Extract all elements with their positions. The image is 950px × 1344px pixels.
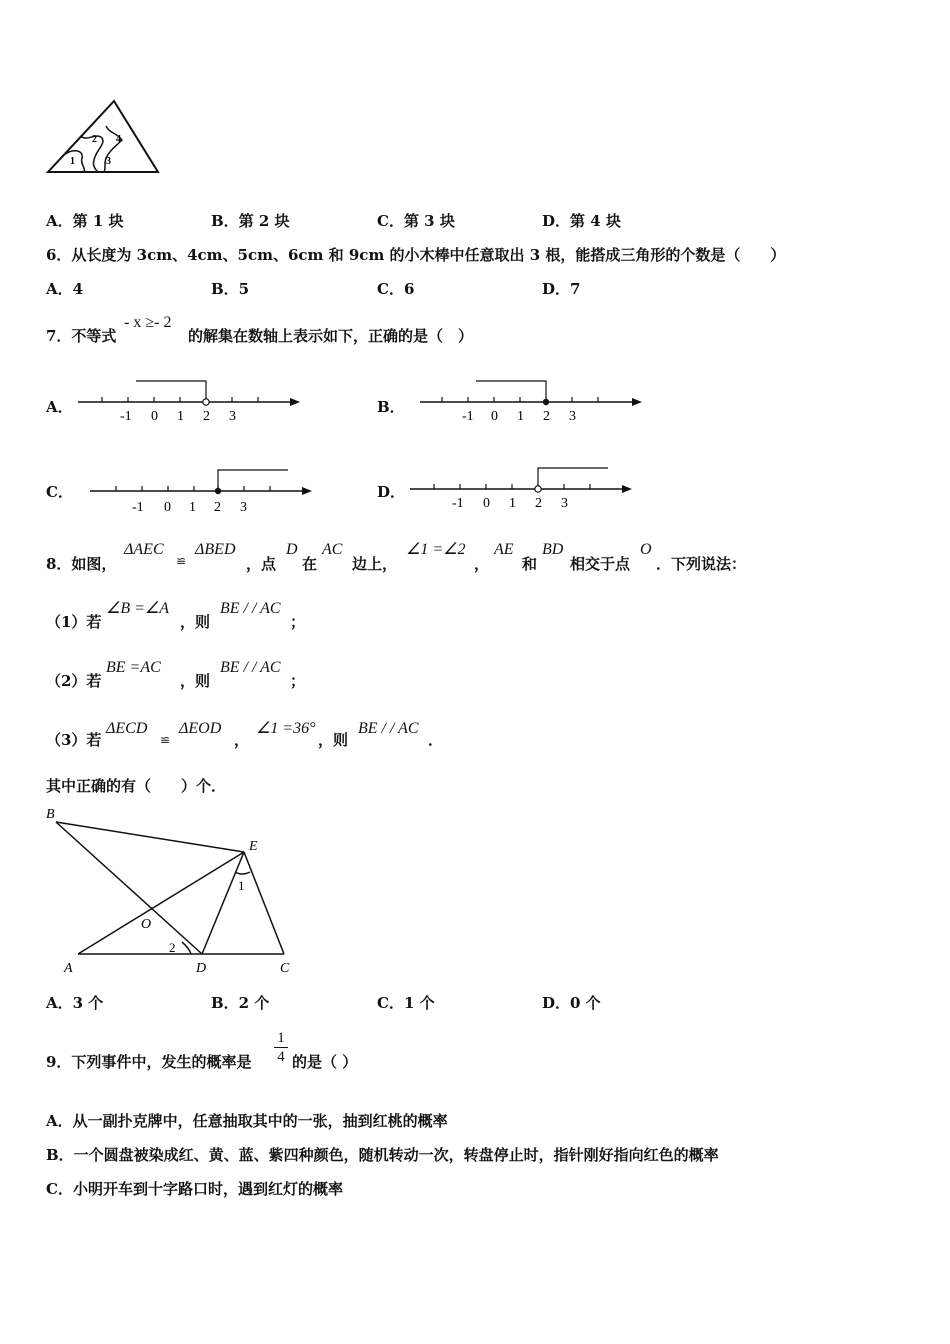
q9-fraction-bar [274, 1047, 288, 1048]
q9-fraction [274, 1030, 288, 1065]
q6-option-c[interactable]: C．6 [377, 280, 415, 298]
q5-option-b[interactable]: B．第 2 块 [211, 212, 290, 230]
tick-a-2: 2 [203, 409, 210, 424]
q8-option-b[interactable]: B．2 个 [211, 994, 270, 1012]
q8-option-d[interactable]: D．0 个 [542, 994, 601, 1012]
fig8-label-one: 1 [238, 878, 245, 893]
fig8-label-b: B [46, 807, 55, 822]
fig8-label-two: 2 [169, 940, 176, 955]
q8-math-angles: ∠1 =∠2 [406, 541, 466, 558]
q9-suffix: 的是（ ） [292, 1053, 358, 1071]
tick-d-1: 1 [509, 496, 516, 511]
tick-c-neg1: -1 [132, 500, 144, 515]
q8-option-c[interactable]: C．1 个 [377, 994, 435, 1012]
tick-c-3: 3 [240, 500, 247, 515]
q7-numberline-d[interactable] [410, 463, 635, 513]
q8-cong-symbol: ≌ [176, 554, 187, 568]
q8-math-ae: AE [494, 541, 514, 558]
q8-s3-math-ecd: ΔECD [106, 720, 148, 737]
q8-s2-end: ； [290, 672, 306, 690]
q8-s3-sep: ， [234, 731, 250, 749]
q6-option-a[interactable]: A．4 [46, 280, 84, 298]
tick-a-0: 0 [151, 409, 158, 424]
q8-s3-result: BE / / AC [358, 720, 419, 737]
q8-geometry-figure [44, 804, 304, 980]
q8-s1-mid: ，则 [180, 613, 211, 631]
q8-s1-result: BE / / AC [220, 600, 281, 617]
q8-math-ac: AC [322, 541, 343, 558]
tick-c-2: 2 [214, 500, 221, 515]
q7-numberline-c[interactable] [90, 465, 315, 515]
q8-stem-part1: 8．如图， [46, 555, 117, 573]
q8-s3-math-eod: ΔEOD [179, 720, 222, 737]
q8-s3-mid: ，则 [318, 731, 349, 749]
tick-b-3: 3 [569, 409, 576, 424]
q8-math-bed: ΔBED [195, 541, 236, 558]
q8-s2-prefix: （2）若 [46, 672, 102, 690]
q8-stem-part3: 在 [302, 555, 318, 573]
q8-s2-mid: ，则 [180, 672, 211, 690]
tick-d-neg1: -1 [452, 496, 464, 511]
tick-b-1: 1 [517, 409, 524, 424]
fig5-label-1: 1 [70, 156, 75, 167]
q6-stem: 6．从长度为 3cm、4cm、5cm、6cm 和 9cm 的小木棒中任意取出 3 根，能搭成三角形的个数是（ ） [46, 246, 786, 264]
q7-numberline-b[interactable] [420, 376, 645, 426]
q8-s3-prefix: （3）若 [46, 731, 102, 749]
fig8-label-e: E [249, 839, 258, 854]
q5-option-c[interactable]: C．第 3 块 [377, 212, 455, 230]
q7-inequality: - x ≥- 2 [124, 314, 172, 331]
q8-math-o: O [640, 541, 652, 558]
tick-b-neg1: -1 [462, 409, 474, 424]
q8-math-d: D [286, 541, 298, 558]
q8-stem-part2: ，点 [246, 555, 277, 573]
q6-option-b[interactable]: B．5 [211, 280, 250, 298]
q8-stem-part6: 和 [522, 555, 538, 573]
tick-d-3: 3 [561, 496, 568, 511]
q5-option-a[interactable]: A．第 1 块 [46, 212, 124, 230]
q9-option-c[interactable]: C．小明开车到十字路口时，遇到红灯的概率 [46, 1180, 343, 1198]
tick-a-neg1: -1 [120, 409, 132, 424]
q9-fraction-numerator: 1 [277, 1030, 285, 1046]
q7-option-c-letter[interactable]: C． [46, 483, 73, 501]
fig8-label-o: O [141, 917, 152, 932]
tick-b-0: 0 [491, 409, 498, 424]
q8-s1-end: ； [290, 613, 306, 631]
q8-math-bd: BD [542, 541, 564, 558]
q7-option-a-letter[interactable]: A． [46, 398, 73, 416]
q9-option-b[interactable]: B．一个圆盘被染成红、黄、蓝、紫四种颜色，随机转动一次，转盘停止时，指针刚好指向红色的概率 [46, 1146, 719, 1164]
q8-stem-part5: ， [474, 555, 490, 573]
tick-a-1: 1 [177, 409, 184, 424]
fig5-label-4: 4 [116, 134, 121, 145]
q5-triangle-figure [44, 98, 164, 180]
tick-c-0: 0 [164, 500, 171, 515]
tick-a-3: 3 [229, 409, 236, 424]
q9-prefix: 9．下列事件中，发生的概率是 [46, 1053, 252, 1071]
fig8-label-a: A [64, 961, 73, 976]
q6-option-d[interactable]: D．7 [542, 280, 581, 298]
tick-d-0: 0 [483, 496, 490, 511]
q8-closing: 其中正确的有（ ）个． [46, 777, 227, 795]
q5-option-d[interactable]: D．第 4 块 [542, 212, 621, 230]
q8-s2-result: BE / / AC [220, 659, 281, 676]
q9-fraction-denominator: 4 [277, 1049, 285, 1065]
q8-s3-end: ． [428, 731, 444, 749]
q8-stem-part8: ．下列说法： [656, 555, 747, 573]
fig8-label-d: D [196, 961, 207, 976]
q7-option-d-letter[interactable]: D． [377, 483, 406, 501]
q8-s1-prefix: （1）若 [46, 613, 102, 631]
q8-s1-math: ∠B =∠A [106, 600, 170, 617]
tick-c-1: 1 [189, 500, 196, 515]
q7-prefix: 7．不等式 [46, 327, 117, 345]
q9-option-a[interactable]: A．从一副扑克牌中，任意抽取其中的一张，抽到红桃的概率 [46, 1112, 448, 1130]
q8-stem-part4: 边上， [352, 555, 398, 573]
fig5-label-2: 2 [92, 134, 97, 145]
q8-s3-math-angle: ∠1 =36° [256, 720, 316, 737]
fig5-label-3: 3 [106, 156, 111, 167]
fig8-label-c: C [280, 961, 290, 976]
q8-stem-part7: 相交于点 [570, 555, 631, 573]
q8-s3-cong-symbol: ≌ [160, 733, 171, 747]
q8-math-aec: ΔAEC [124, 541, 164, 558]
q7-suffix: 的解集在数轴上表示如下，正确的是（ ） [188, 327, 474, 345]
q7-numberline-a[interactable] [78, 376, 303, 426]
tick-b-2: 2 [543, 409, 550, 424]
q7-option-b-letter[interactable]: B． [377, 398, 405, 416]
tick-d-2: 2 [535, 496, 542, 511]
q8-option-a[interactable]: A．3 个 [46, 994, 104, 1012]
q8-s2-math: BE =AC [106, 659, 161, 676]
